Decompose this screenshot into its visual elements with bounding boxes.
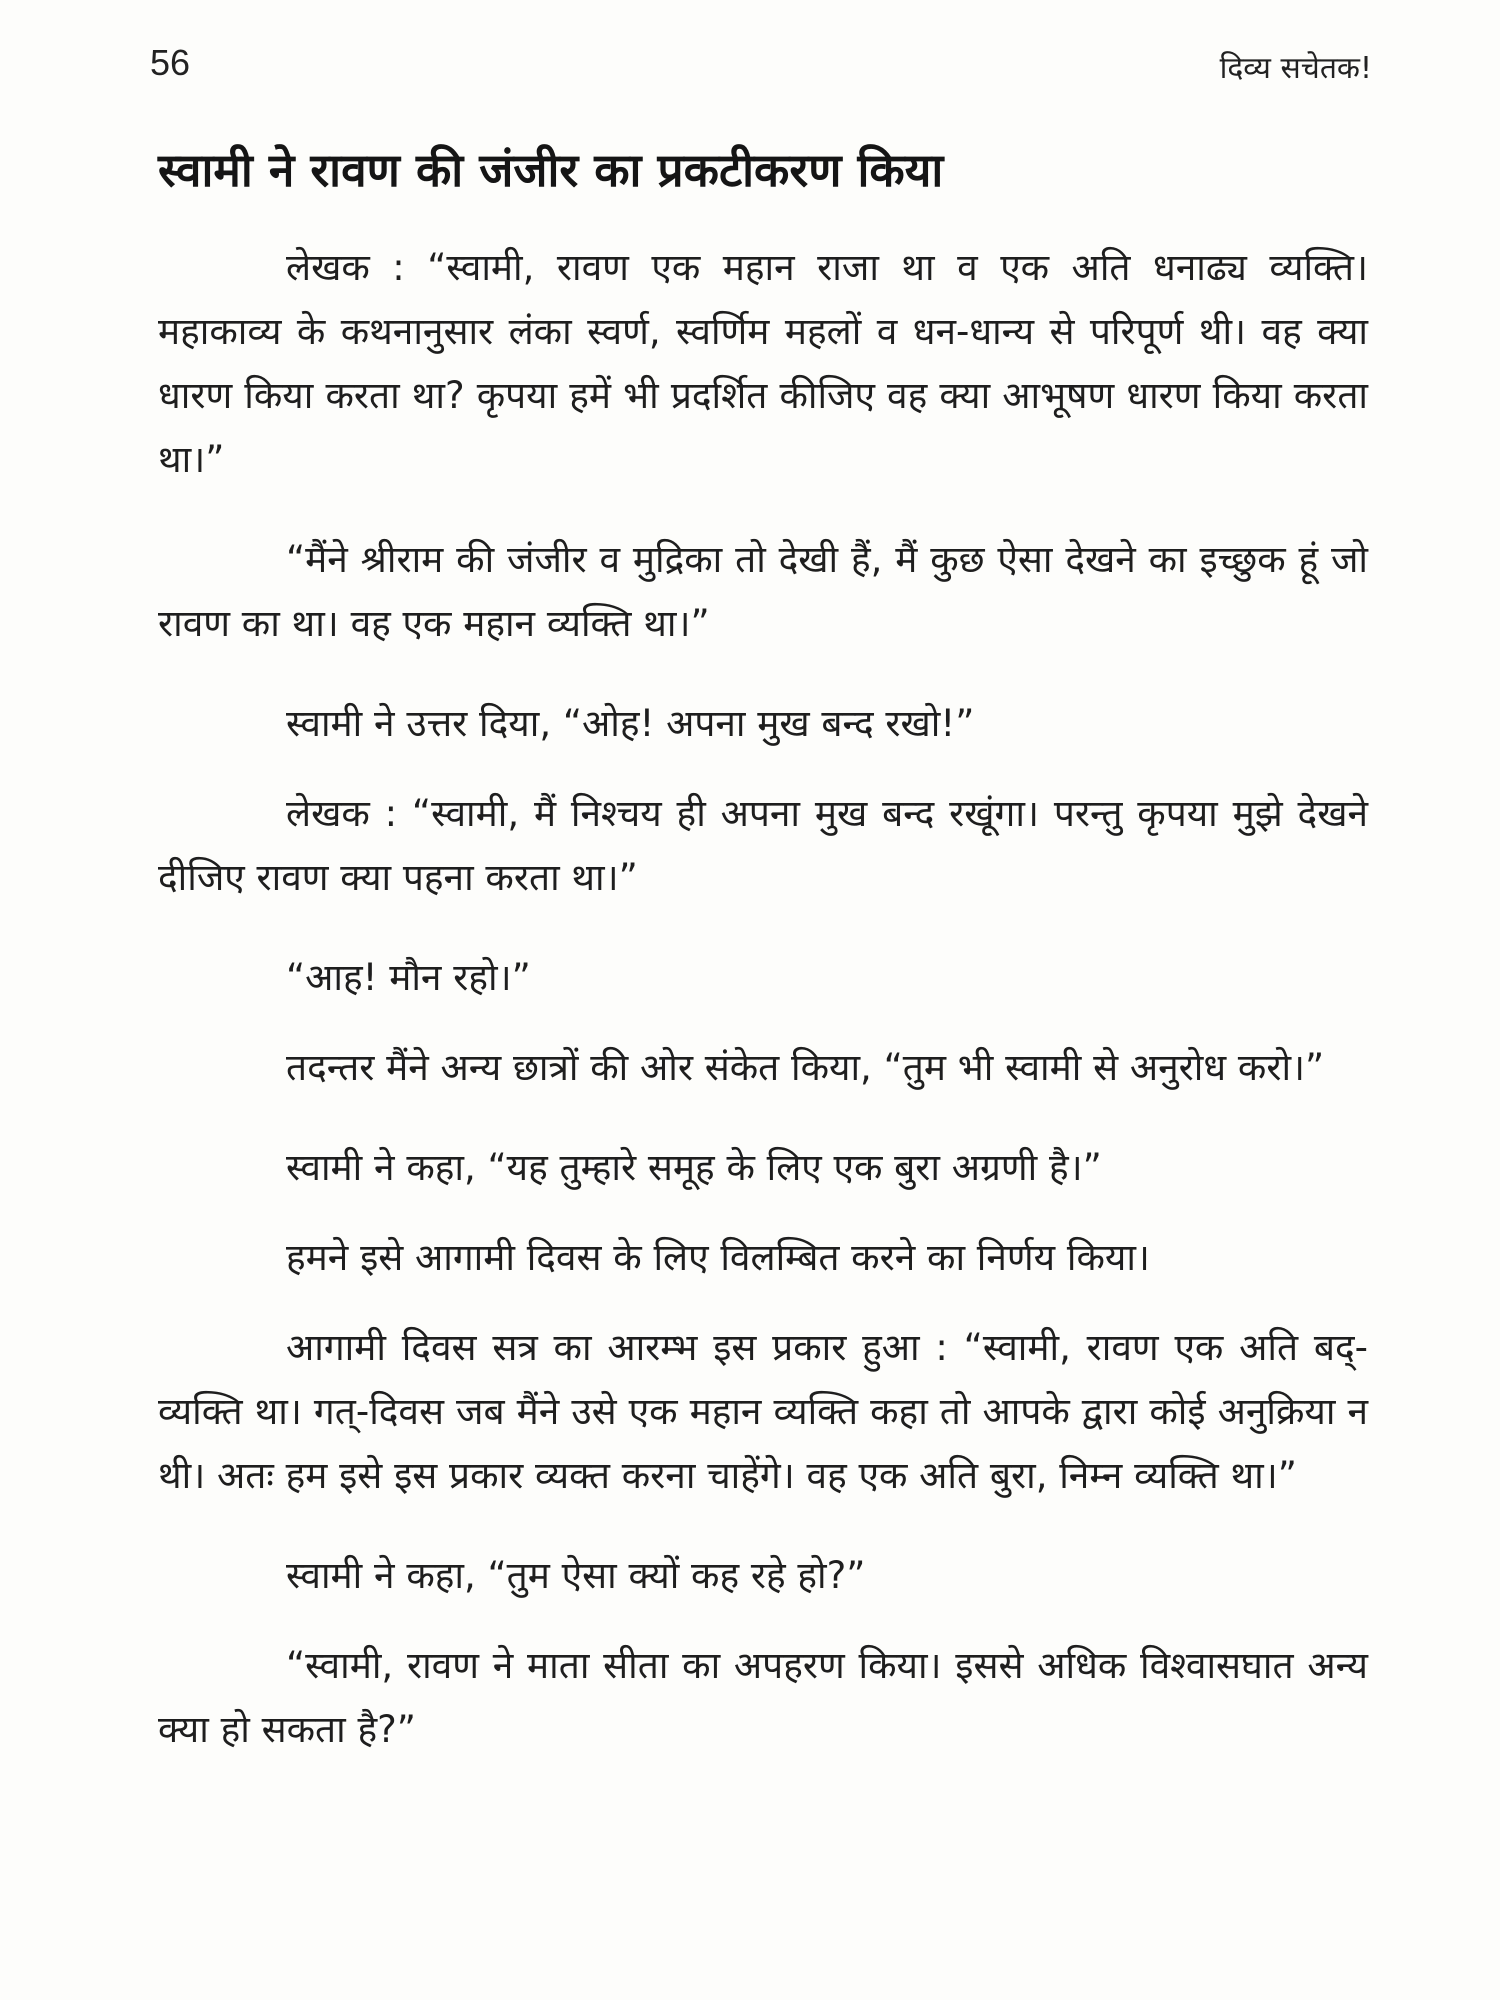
paragraph: स्वामी ने कहा, “यह तुम्हारे समूह के लिए एक बुरा अग्रणी है।” [286, 1146, 1102, 1189]
paragraph: “मैंने श्रीराम की जंजीर व मुद्रिका तो देखी हैं, मैं कुछ ऐसा देखने का इच्छुक हूं जो रावण का था। वह एक महान व्यक्ति था।” [158, 538, 1368, 645]
paragraph: तदन्तर मैंने अन्य छात्रों की ओर संकेत किया, “तुम भी स्वामी से अनुरोध करो।” [286, 1046, 1325, 1089]
paragraph: लेखक : “स्वामी, रावण एक महान राजा था व एक अति धनाढ्य व्यक्ति। महाकाव्य के कथनानुसार लंका स्वर्ण, स्वर्णिम महलों व धन-धान्य से परिपूर्ण थी। वह क्या धारण किया करता था? कृपया हमें भी प्रदर्शित कीजिए वह क्या आभूषण धारण किया करता था।” [158, 246, 1368, 481]
body-text [158, 236, 1368, 1798]
chapter-title: स्वामी ने रावण की जंजीर का प्रकटीकरण किया [158, 143, 944, 197]
paragraph: “स्वामी, रावण ने माता सीता का अपहरण किया। इससे अधिक विश्वासघात अन्य क्या हो सकता है?” [158, 1644, 1368, 1751]
paragraph: “आह! मौन रहो।” [286, 956, 531, 999]
paragraph: स्वामी ने कहा, “तुम ऐसा क्यों कह रहे हो?” [286, 1554, 866, 1597]
paragraph: आगामी दिवस सत्र का आरम्भ इस प्रकार हुआ : “स्वामी, रावण एक अति बद्-व्यक्ति था। गत्-दिवस जब मैंने उसे एक महान व्यक्ति कहा तो आपके द्वारा कोई अनुक्रिया न थी। अतः हम इसे इस प्रकार व्यक्त करना चाहेंगे। वह एक अति बुरा, निम्न व्यक्ति था।” [158, 1326, 1368, 1497]
paragraph: हमने इसे आगामी दिवस के लिए विलम्बित करने का निर्णय किया। [286, 1236, 1150, 1279]
paragraph: लेखक : “स्वामी, मैं निश्चय ही अपना मुख बन्द रखूंगा। परन्तु कृपया मुझे देखने दीजिए रावण क्या पहना करता था।” [158, 792, 1368, 899]
page-number: 56 [150, 42, 191, 83]
running-header-title: दिव्य सचेतक! [1219, 51, 1372, 86]
paragraph: स्वामी ने उत्तर दिया, “ओह! अपना मुख बन्द रखो!” [286, 702, 975, 745]
